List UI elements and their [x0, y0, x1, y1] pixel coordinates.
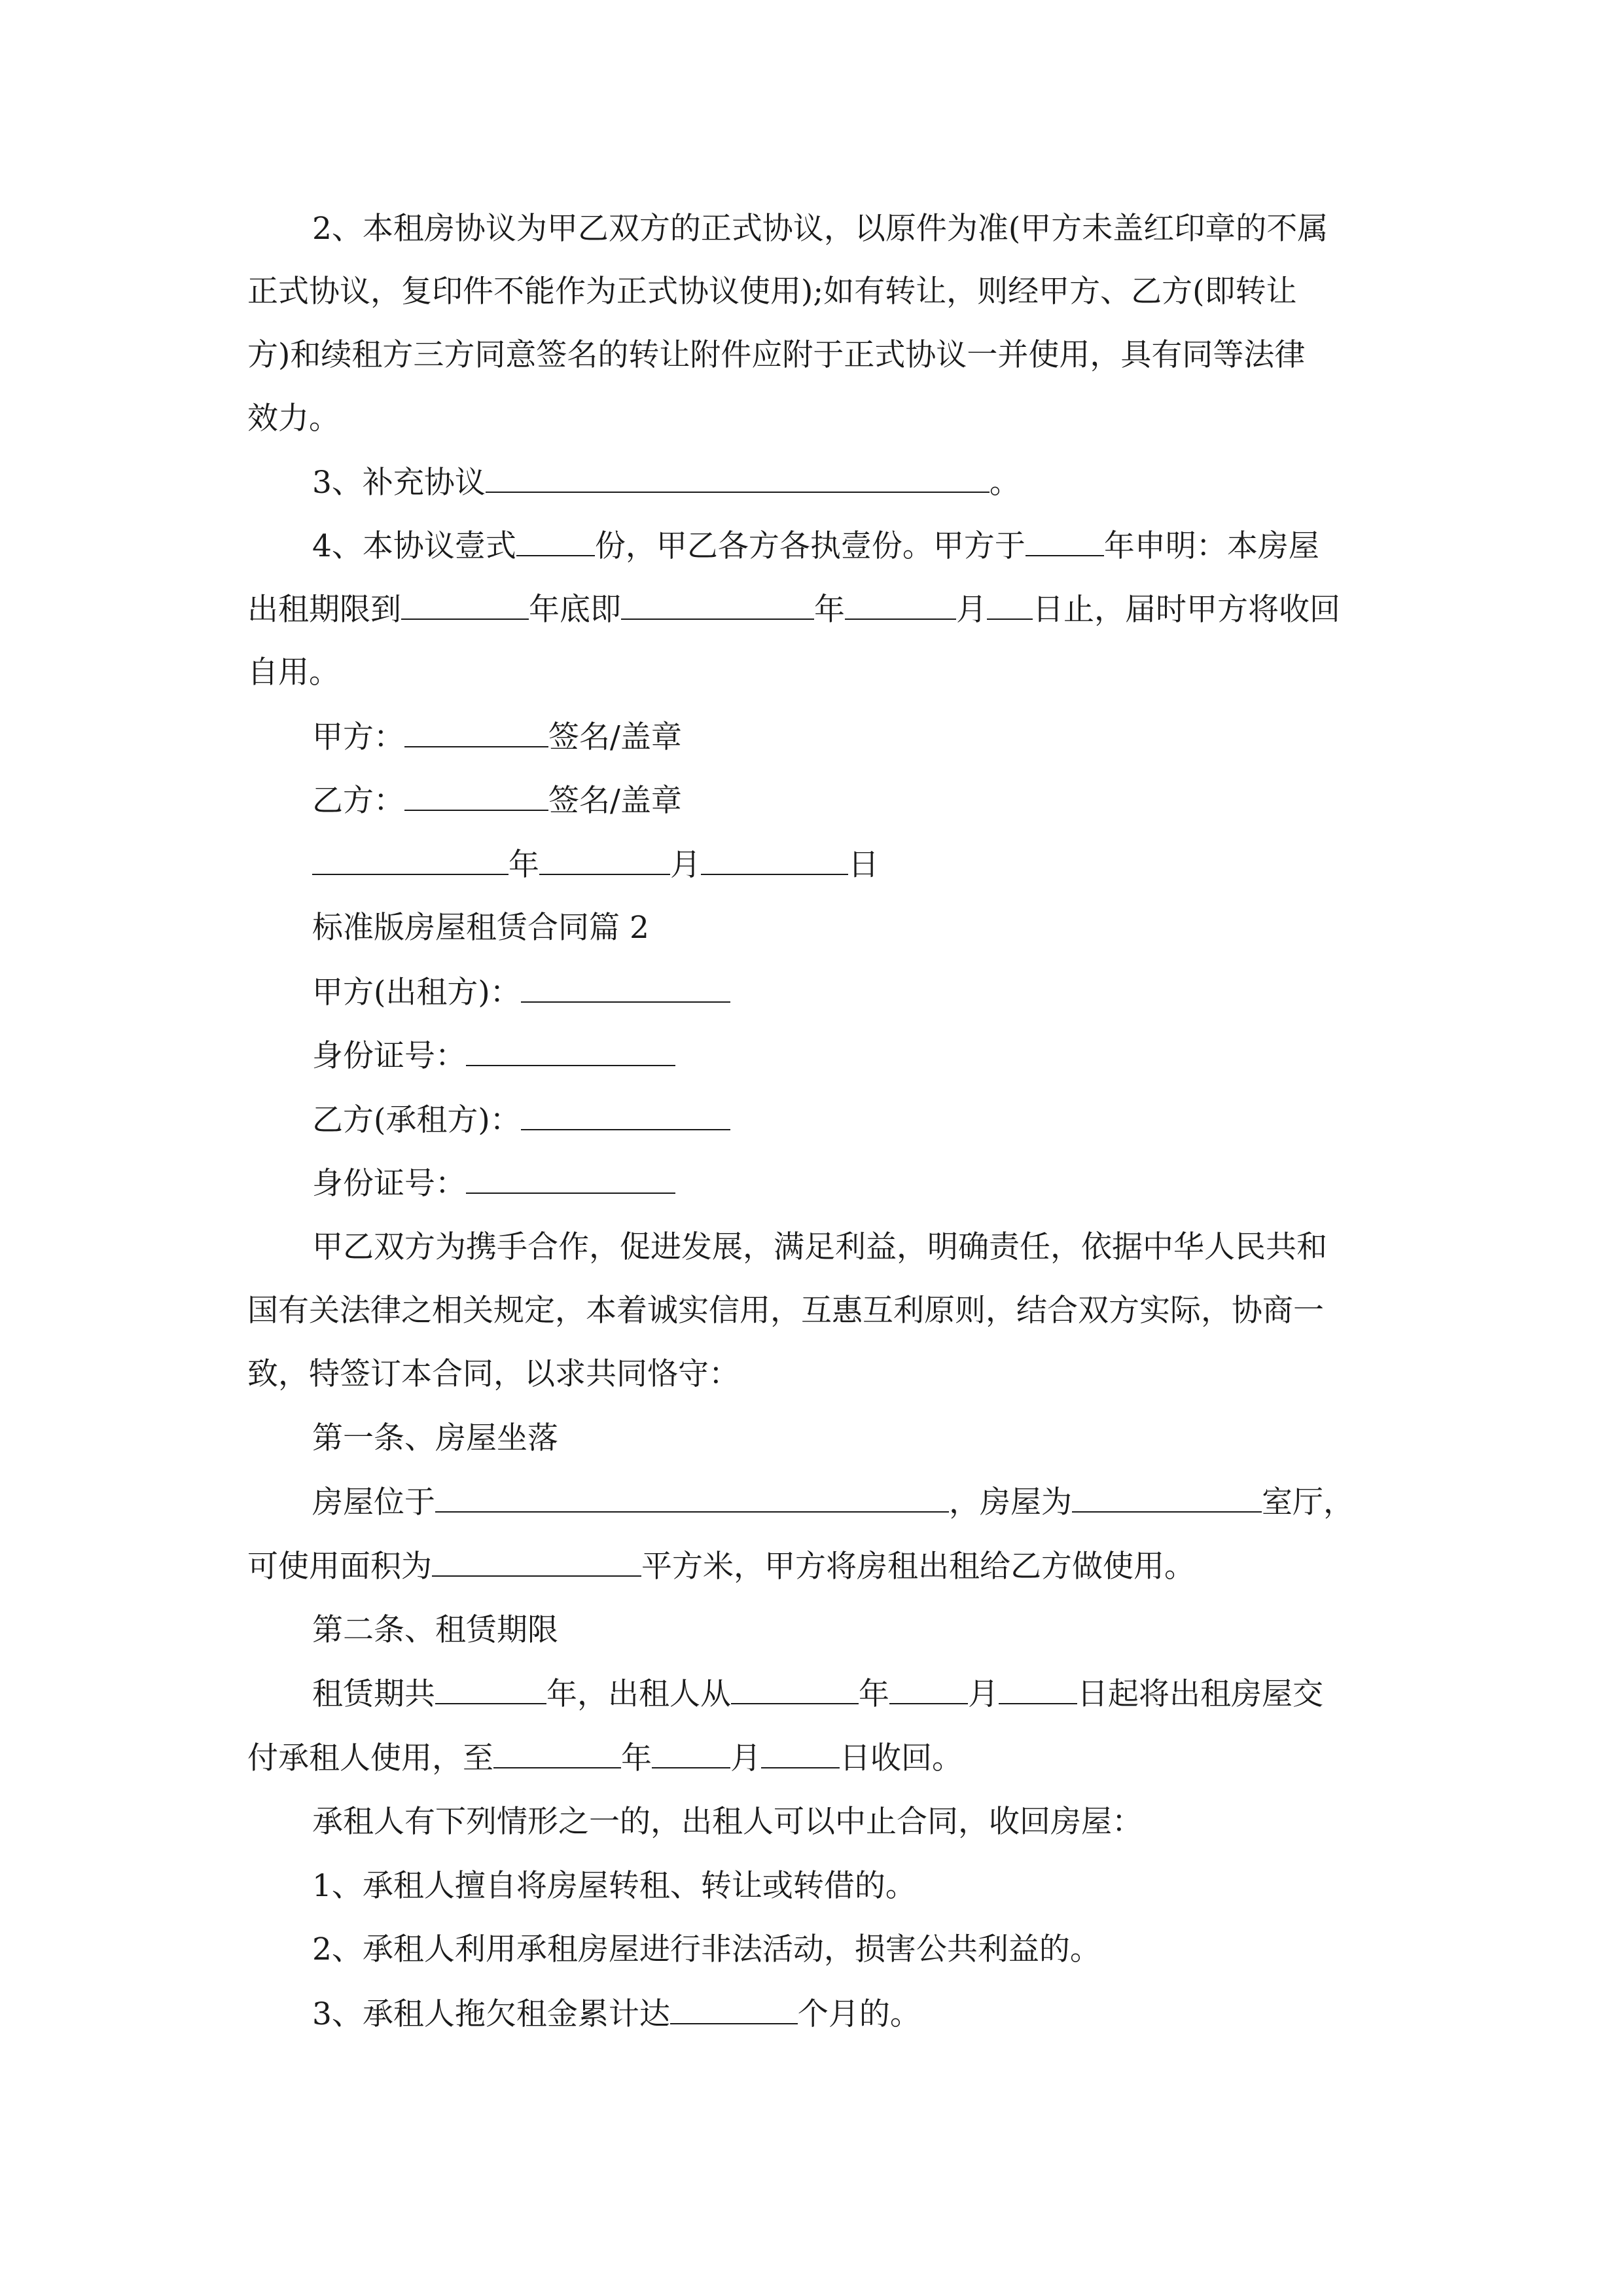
- fill-blank: [401, 590, 529, 620]
- text: 第二条、租赁期限: [312, 1612, 558, 1648]
- text-line: [247, 590, 1340, 629]
- date-line: [312, 845, 879, 884]
- fill-blank: [404, 717, 548, 747]
- fill-blank: [466, 1036, 675, 1066]
- fill-blank: [466, 1164, 675, 1194]
- text-line: [312, 1164, 675, 1203]
- text: 方)和续租方三方同意签名的转让附件应附于正式协议一并使用，具有同等法律: [247, 337, 1306, 373]
- text: 份，甲乙各方各执壹份。甲方于: [594, 528, 1026, 564]
- fill-blank: [435, 1674, 546, 1704]
- text: 日止，届时甲方将收回: [1033, 592, 1340, 628]
- text: 房屋位于: [312, 1484, 435, 1520]
- text: 出租期限到: [247, 592, 401, 628]
- fill-blank: [404, 781, 548, 811]
- text: 签名/盖章: [548, 783, 682, 819]
- section-title: [312, 908, 649, 948]
- text-line: [312, 1100, 730, 1139]
- text: 自用。: [247, 655, 340, 691]
- fill-blank: [670, 1994, 798, 2024]
- text-line: [312, 463, 1020, 502]
- fill-blank: [621, 590, 814, 620]
- text: 日收回。: [840, 1740, 963, 1776]
- text-line: [312, 973, 730, 1012]
- fill-blank: [845, 590, 956, 620]
- text: 第一条、房屋坐落: [312, 1420, 558, 1456]
- text-line: [312, 1036, 675, 1075]
- text-line: [247, 1355, 740, 1394]
- text: 4、本协议壹式: [312, 528, 516, 564]
- fill-blank: [312, 845, 508, 875]
- signature-line: [312, 717, 682, 757]
- article-title: [312, 1419, 558, 1458]
- text: 承租人有下列情形之一的，出租人可以中止合同，收回房屋：: [312, 1804, 1143, 1840]
- fill-blank: [1072, 1482, 1262, 1513]
- text: 标准版房屋租赁合同篇 2: [312, 910, 649, 946]
- text: 国有关法律之相关规定，本着诚实信用，互惠互利原则，结合双方实际，协商一: [247, 1293, 1324, 1329]
- text: 月: [956, 592, 987, 628]
- text-line: [247, 1291, 1324, 1331]
- fill-blank: [889, 1674, 968, 1704]
- text: 甲乙双方为携手合作，促进发展，满足利益，明确责任，依据中华人民共和: [312, 1229, 1327, 1265]
- text-line: [312, 1803, 1143, 1842]
- text: 甲方：: [312, 719, 404, 755]
- text: 乙方(承租方)：: [312, 1102, 521, 1138]
- text: 年，出租人从: [546, 1676, 731, 1712]
- fill-blank: [516, 526, 595, 556]
- text-line: [312, 1674, 1323, 1713]
- text: 月: [670, 847, 701, 883]
- text: 月: [968, 1676, 999, 1712]
- text: 2、本租房协议为甲乙双方的正式协议，以原件为准(甲方未盖红印章的不属: [312, 211, 1329, 247]
- text: 效力。: [247, 401, 340, 437]
- fill-blank: [761, 1738, 840, 1768]
- text-line: [312, 1482, 1354, 1522]
- text: 平方米，甲方将房租出租给乙方做使用。: [641, 1549, 1195, 1585]
- fill-blank: [652, 1738, 730, 1768]
- text: 年: [814, 592, 845, 628]
- text-line: [247, 272, 1297, 312]
- text: 室厅，: [1262, 1484, 1354, 1520]
- fill-blank: [731, 1674, 859, 1704]
- text-line: [247, 336, 1305, 375]
- text: 甲方(出租方)：: [312, 975, 521, 1011]
- text: 3、补充协议: [312, 465, 486, 501]
- text: 付承租人使用，至: [247, 1740, 493, 1776]
- text: 个月的。: [797, 1996, 921, 2032]
- text-line: [247, 1547, 1195, 1586]
- list-item: [312, 1930, 1101, 1969]
- fill-blank: [1026, 526, 1104, 556]
- fill-blank: [486, 463, 990, 493]
- fill-blank: [539, 845, 670, 875]
- list-item: [312, 1994, 921, 2034]
- text: 年: [859, 1676, 889, 1712]
- text-line: [247, 1738, 963, 1778]
- text-line: [247, 653, 340, 692]
- text-line: [312, 1228, 1327, 1267]
- text-line: [312, 209, 1328, 249]
- article-title: [312, 1611, 558, 1650]
- text: 身份证号：: [312, 1166, 466, 1202]
- text: 3、承租人拖欠租金累计达: [312, 1996, 670, 2032]
- text: 致，特签订本合同，以求共同恪守：: [247, 1356, 740, 1392]
- text-line: [312, 526, 1319, 565]
- fill-blank: [521, 1100, 730, 1130]
- list-item: [312, 1867, 916, 1906]
- text: 身份证号：: [312, 1038, 466, 1074]
- text: 乙方：: [312, 783, 404, 819]
- fill-blank: [435, 1482, 949, 1513]
- fill-blank: [493, 1738, 621, 1768]
- text: 正式协议，复印件不能作为正式协议使用);如有转让，则经甲方、乙方(即转让: [247, 274, 1297, 310]
- text: 年: [508, 847, 539, 883]
- text: 年: [621, 1740, 652, 1776]
- text: 租赁期共: [312, 1676, 435, 1712]
- fill-blank: [999, 1674, 1077, 1704]
- text-line: [247, 399, 340, 439]
- text: 签名/盖章: [548, 719, 682, 755]
- text: ，房屋为: [949, 1484, 1072, 1520]
- fill-blank: [701, 845, 848, 875]
- text: 日起将出租房屋交: [1077, 1676, 1323, 1712]
- signature-line: [312, 781, 682, 820]
- text: 。: [989, 465, 1020, 501]
- text: 日: [848, 847, 879, 883]
- fill-blank: [521, 973, 730, 1003]
- text: 年申明：本房屋: [1103, 528, 1319, 564]
- text: 1、承租人擅自将房屋转租、转让或转借的。: [312, 1868, 916, 1904]
- text: 年底即: [529, 592, 621, 628]
- fill-blank: [432, 1547, 641, 1577]
- text: 2、承租人利用承租房屋进行非法活动，损害公共利益的。: [312, 1931, 1101, 1967]
- text: 月: [730, 1740, 761, 1776]
- text: 可使用面积为: [247, 1549, 432, 1585]
- fill-blank: [987, 590, 1033, 620]
